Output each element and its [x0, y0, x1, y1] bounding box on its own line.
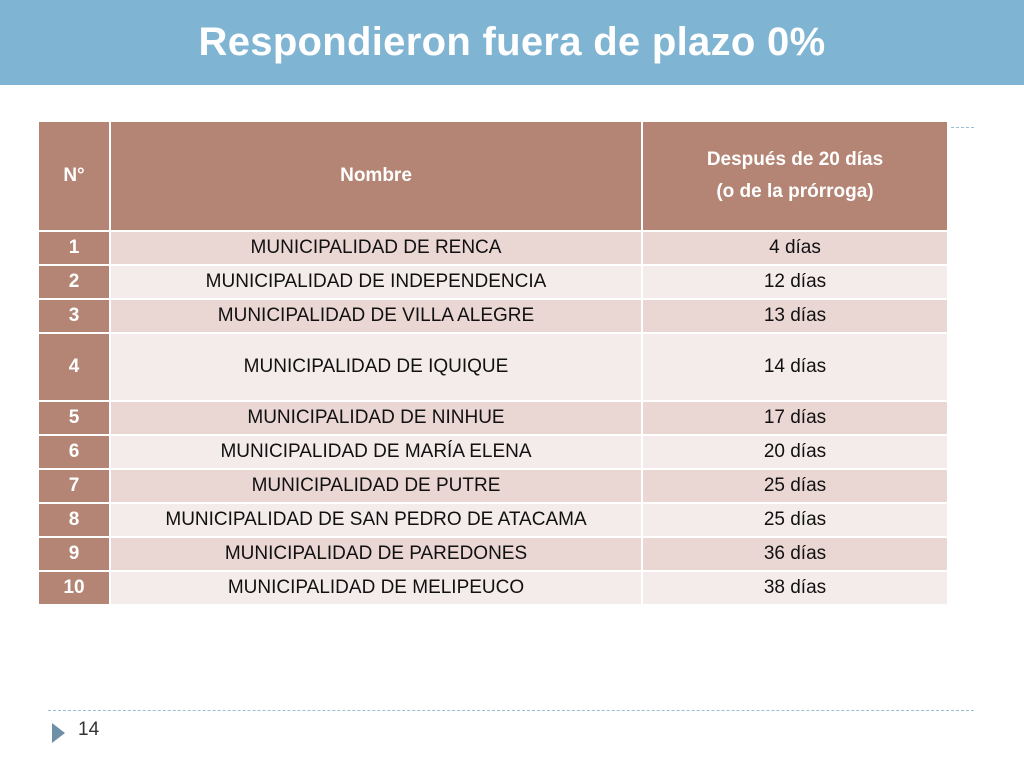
title-bar	[0, 0, 1024, 85]
row-name: MUNICIPALIDAD DE INDEPENDENCIA	[110, 265, 642, 299]
header-days	[642, 121, 948, 231]
row-days: 38 días	[642, 571, 948, 605]
row-number: 8	[38, 503, 110, 537]
header-name: Nombre	[110, 121, 642, 231]
row-number: 9	[38, 537, 110, 571]
row-name: MUNICIPALIDAD DE SAN PEDRO DE ATACAMA	[110, 503, 642, 537]
slide-title: Respondieron fuera de plazo 0%	[198, 20, 826, 64]
page-number: 14	[78, 719, 100, 740]
table-row	[38, 231, 948, 265]
header-number: N°	[38, 121, 110, 231]
table-row	[38, 503, 948, 537]
row-days: 14 días	[642, 333, 948, 401]
decorative-divider	[946, 127, 974, 128]
table-row	[38, 537, 948, 571]
row-name: MUNICIPALIDAD DE VILLA ALEGRE	[110, 299, 642, 333]
table-row	[38, 435, 948, 469]
table-row	[38, 333, 948, 401]
row-days: 4 días	[642, 231, 948, 265]
row-days: 25 días	[642, 503, 948, 537]
row-name: MUNICIPALIDAD DE NINHUE	[110, 401, 642, 435]
row-name: MUNICIPALIDAD DE RENCA	[110, 231, 642, 265]
table-row	[38, 401, 948, 435]
row-days: 20 días	[642, 435, 948, 469]
row-days: 13 días	[642, 299, 948, 333]
row-days: 36 días	[642, 537, 948, 571]
header-days-line1: Después de 20 días	[706, 149, 884, 170]
table-row	[38, 571, 948, 605]
row-days: 25 días	[642, 469, 948, 503]
row-name: MUNICIPALIDAD DE MELIPEUCO	[110, 571, 642, 605]
row-number: 10	[38, 571, 110, 605]
row-days: 17 días	[642, 401, 948, 435]
row-name: MUNICIPALIDAD DE PAREDONES	[110, 537, 642, 571]
municipalities-table	[37, 120, 949, 606]
table-row	[38, 299, 948, 333]
row-days: 12 días	[642, 265, 948, 299]
row-name: MUNICIPALIDAD DE PUTRE	[110, 469, 642, 503]
row-number: 1	[38, 231, 110, 265]
table-row	[38, 469, 948, 503]
row-number: 2	[38, 265, 110, 299]
row-number: 3	[38, 299, 110, 333]
row-number: 7	[38, 469, 110, 503]
row-name: MUNICIPALIDAD DE MARÍA ELENA	[110, 435, 642, 469]
row-number: 6	[38, 435, 110, 469]
row-number: 5	[38, 401, 110, 435]
table-row	[38, 265, 948, 299]
row-name: MUNICIPALIDAD DE IQUIQUE	[110, 333, 642, 401]
footer-divider	[48, 710, 974, 711]
table-header-row	[38, 121, 948, 231]
header-days-line2: (o de la prórroga)	[716, 181, 874, 202]
row-number: 4	[38, 333, 110, 401]
triangle-arrow-icon	[52, 723, 65, 743]
